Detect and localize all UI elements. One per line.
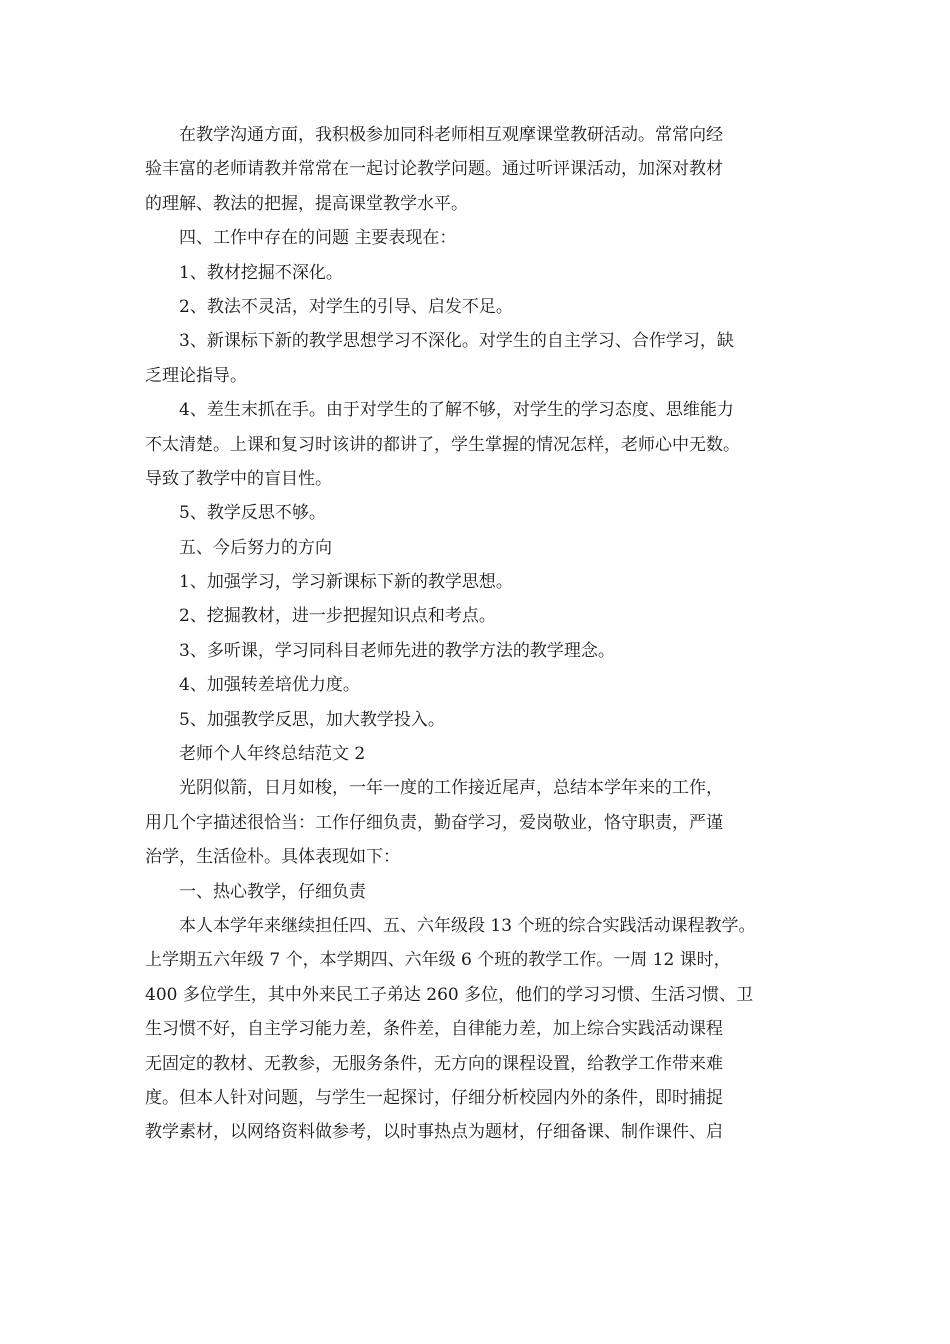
- text-line: 5、加强教学反思，加大教学投入。: [179, 709, 445, 730]
- document-page: [145, 118, 825, 1150]
- text-line: 400 多位学生，其中外来民工子弟达 260 多位，他们的学习习惯、生活习惯、卫: [145, 984, 754, 1005]
- text-line: 4、加强转差培优力度。: [179, 675, 360, 696]
- text-line: 不太清楚。上课和复习时该讲的都讲了，学生掌握的情况怎样，老师心中无数。: [145, 434, 740, 455]
- text-line: 本人本学年来继续担任四、五、六年级段 13 个班的综合实践活动课程教学。: [179, 915, 756, 936]
- text-line: 治学，生活俭朴。具体表现如下：: [145, 847, 400, 868]
- text-line: 无固定的教材、无教参，无服务条件，无方向的课程设置，给教学工作带来难: [145, 1053, 723, 1074]
- text-line: 光阴似箭，日月如梭，一年一度的工作接近尾声，总结本学年来的工作，: [179, 778, 723, 799]
- text-line: 验丰富的老师请教并常常在一起讨论教学问题。通过听评课活动，加深对教材: [145, 159, 723, 180]
- text-line: 上学期五六年级 7 个，本学期四、六年级 6 个班的教学工作。一周 12 课时，: [145, 950, 731, 971]
- text-line: 1、教材挖掘不深化。: [179, 262, 343, 283]
- text-line: 的理解、教法的把握，提高课堂教学水平。: [145, 193, 468, 214]
- text-line: 四、工作中存在的问题 主要表现在：: [179, 228, 457, 249]
- text-line: 导致了教学中的盲目性。: [145, 468, 332, 489]
- text-line: 2、教法不灵活，对学生的引导、启发不足。: [179, 296, 513, 317]
- text-line: 教学素材，以网络资料做参考，以时事热点为题材，仔细备课、制作课件、启: [145, 1122, 723, 1143]
- text-line: 用几个字描述很恰当：工作仔细负责，勤奋学习，爱岗敬业，恪守职责，严谨: [145, 812, 723, 833]
- text-line: 生习惯不好，自主学习能力差，条件差，自律能力差，加上综合实践活动课程: [145, 1019, 723, 1040]
- text-line: 在教学沟通方面，我积极参加同科老师相互观摩课堂教研活动。常常向经: [179, 125, 723, 145]
- text-line: 4、差生末抓在手。由于对学生的了解不够，对学生的学习态度、思维能力: [179, 400, 734, 421]
- text-line: 2、挖掘教材，进一步把握知识点和考点。: [179, 606, 496, 627]
- text-line: 乏理论指导。: [145, 365, 247, 386]
- text-line: 3、多听课，学习同科目老师先进的教学方法的教学理念。: [179, 640, 615, 661]
- text-line: 老师个人年终总结范文 2: [179, 744, 366, 765]
- text-line: 度。但本人针对问题，与学生一起探讨，仔细分析校园内外的条件，即时捕捉: [145, 1087, 723, 1108]
- text-line: 1、加强学习，学习新课标下新的教学思想。: [179, 572, 513, 593]
- text-line: 5、教学反思不够。: [179, 503, 326, 524]
- text-line: 五、今后努力的方向: [179, 537, 332, 558]
- text-line: 3、新课标下新的教学思想学习不深化。对学生的自主学习、合作学习，缺: [179, 331, 734, 352]
- text-line: 一、热心教学，仔细负责: [179, 881, 366, 902]
